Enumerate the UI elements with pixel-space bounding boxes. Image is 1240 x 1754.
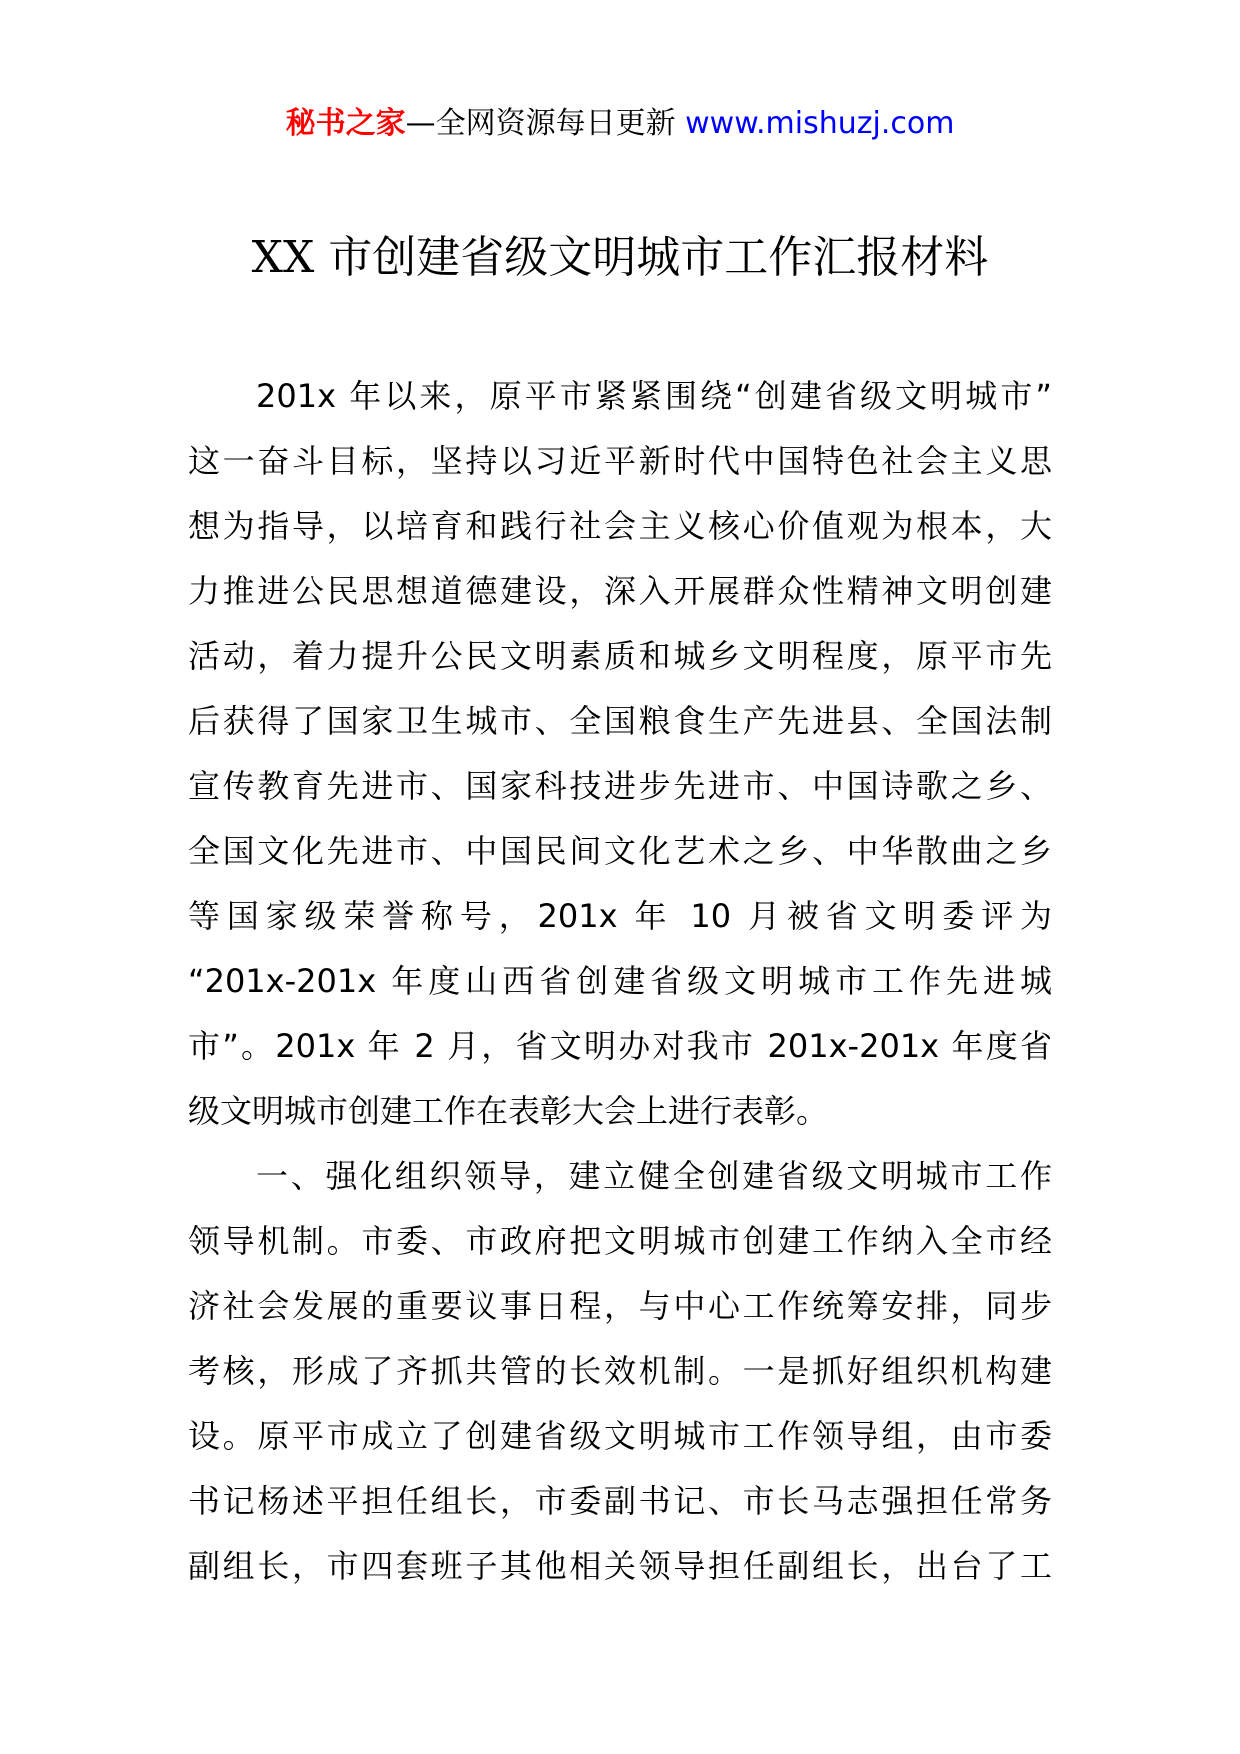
document-title: XX 市创建省级文明城市工作汇报材料 bbox=[251, 232, 989, 283]
document-body bbox=[188, 364, 1052, 1599]
paragraph-line: 这一奋斗目标，坚持以习近平新时代中国特色社会主义思 bbox=[188, 442, 1052, 480]
paragraph-line: 全国文化先进市、中国民间文化艺术之乡、中华散曲之乡 bbox=[188, 832, 1052, 870]
paragraph-line: 后获得了国家卫生城市、全国粮食生产先进县、全国法制 bbox=[188, 702, 1052, 740]
section-heading-line: 一、强化组织领导，建立健全创建省级文明城市工作 bbox=[256, 1157, 1052, 1195]
paragraph-line: 市”。201x 年 2 月，省文明办对我市 201x-201x 年度省 bbox=[188, 1027, 1052, 1065]
paragraph-line: 考核，形成了齐抓共管的长效机制。一是抓好组织机构建 bbox=[188, 1352, 1052, 1390]
paragraph-line: 201x 年以来，原平市紧紧围绕“创建省级文明城市” bbox=[256, 377, 1052, 415]
paragraph-line: 力推进公民思想道德建设，深入开展群众性精神文明创建 bbox=[188, 572, 1052, 610]
paragraph-line: 级文明城市创建工作在表彰大会上进行表彰。 bbox=[188, 1092, 829, 1130]
paragraph-line: 想为指导，以培育和践行社会主义核心价值观为根本，大 bbox=[188, 507, 1052, 545]
paragraph-line: 设。原平市成立了创建省级文明城市工作领导组，由市委 bbox=[188, 1417, 1052, 1455]
paragraph-line: 副组长，市四套班子其他相关领导担任副组长，出台了工 bbox=[188, 1547, 1052, 1585]
paragraph-line: 书记杨述平担任组长，市委副书记、市长马志强担任常务 bbox=[188, 1482, 1052, 1520]
paragraph-line: 济社会发展的重要议事日程，与中心工作统筹安排，同步 bbox=[188, 1287, 1052, 1325]
paragraph-line: “201x-201x 年度山西省创建省级文明城市工作先进城 bbox=[188, 962, 1052, 1000]
paragraph-line: 等国家级荣誉称号，201x 年 10 月被省文明委评为 bbox=[188, 897, 1052, 935]
header-tagline: —全网资源每日更新 bbox=[405, 106, 676, 141]
site-header-banner bbox=[0, 104, 1240, 144]
paragraph-line: 宣传教育先进市、国家科技进步先进市、中国诗歌之乡、 bbox=[188, 767, 1052, 805]
brand-name: 秘书之家 bbox=[285, 106, 406, 141]
paragraph-line: 活动，着力提升公民文明素质和城乡文明程度，原平市先 bbox=[188, 637, 1052, 675]
site-url-link[interactable]: www.mishuzj.com bbox=[685, 106, 955, 141]
paragraph-line: 领导机制。市委、市政府把文明城市创建工作纳入全市经 bbox=[188, 1222, 1052, 1260]
